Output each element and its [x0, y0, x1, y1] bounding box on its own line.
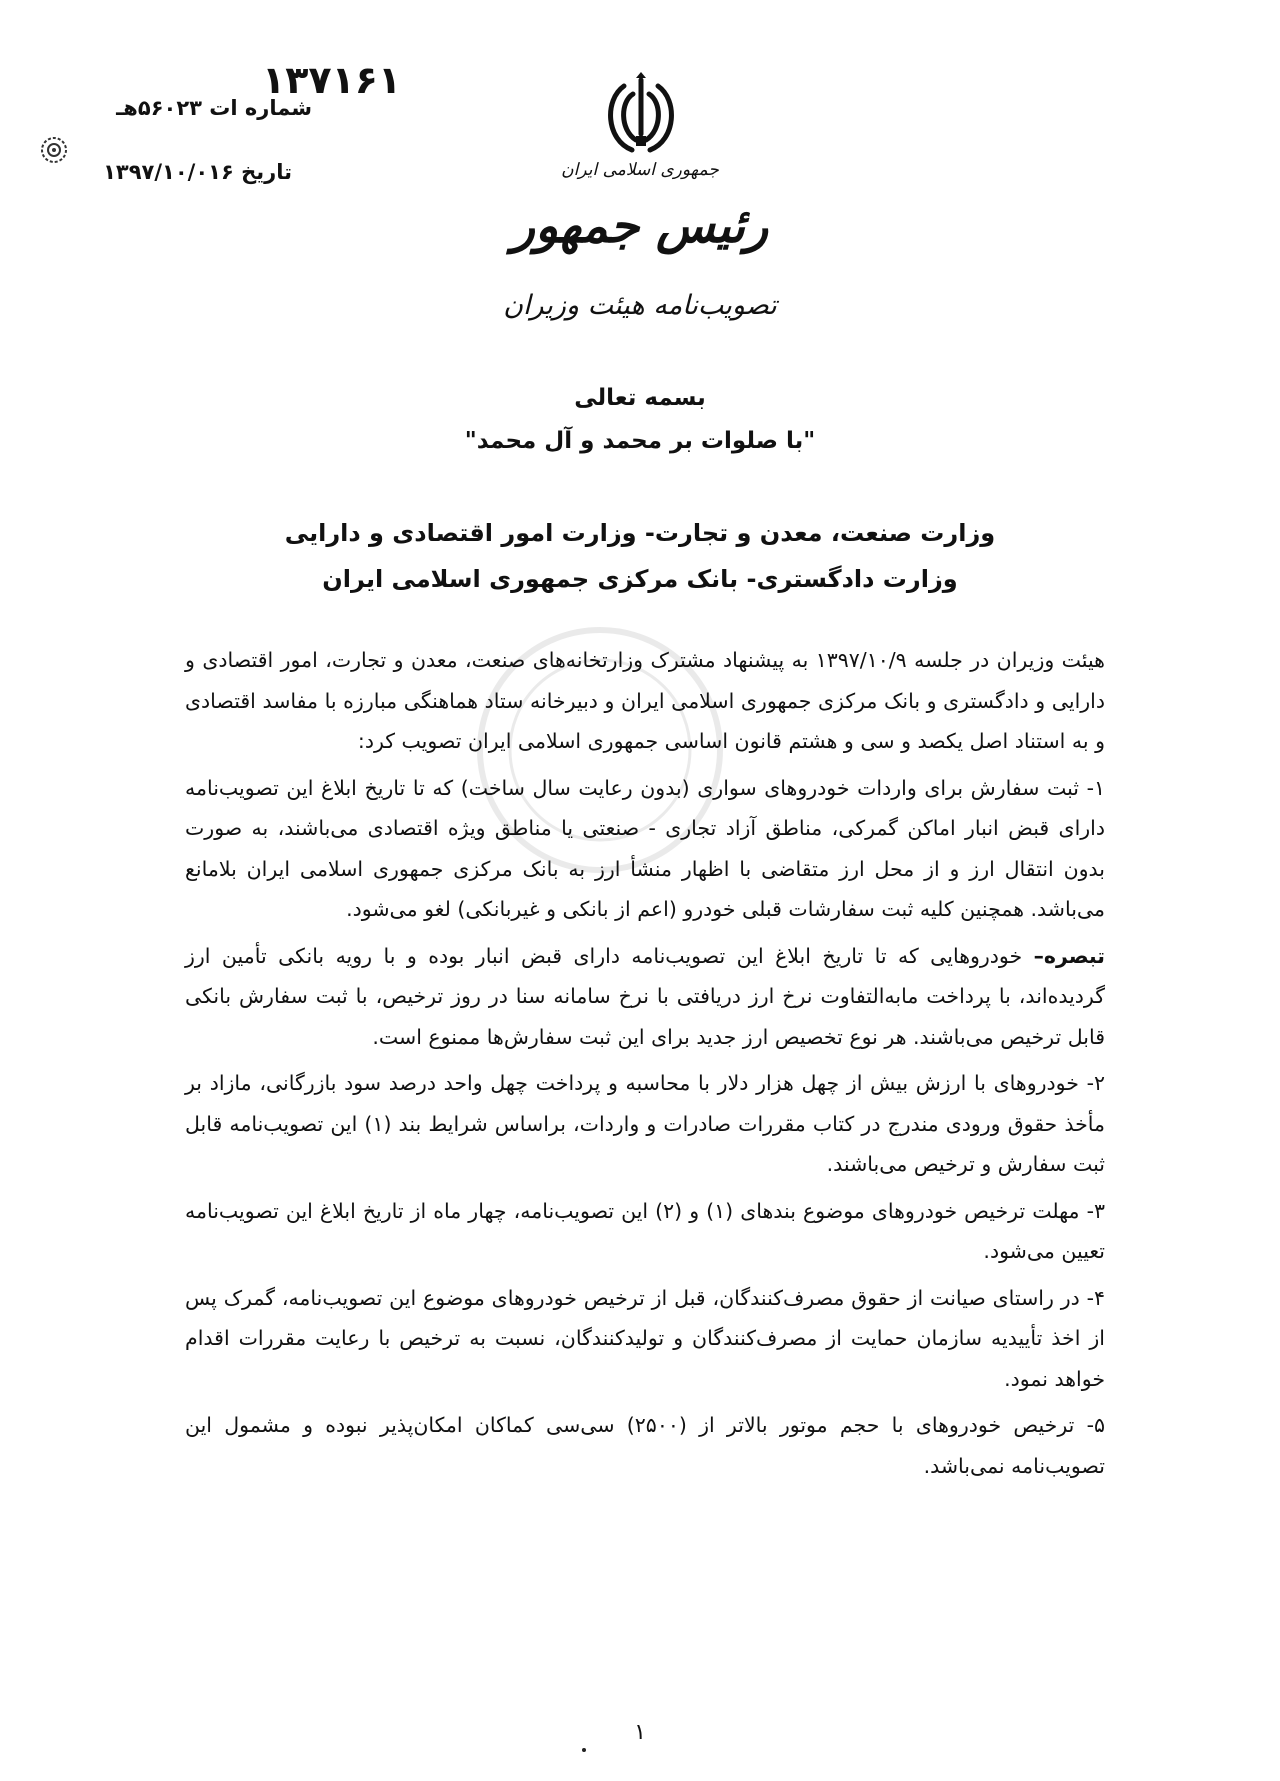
addressee-line: وزارت دادگستری- بانک مرکزی جمهوری اسلامی ایران — [322, 565, 958, 593]
registry-number: ۱۳۷۱۶۱ — [262, 58, 402, 102]
seal-icon — [40, 136, 68, 164]
clause-1: ۱- ثبت سفارش برای واردات خودروهای سواری (بدون رعایت سال ساخت) که تا تاریخ ابلاغ این تصویب‌نامه دارای قبض انبار اماکن گمرکی، مناطق آزاد تجاری - صنعتی یا مناطق ویژه اقتصادی می‌باشند، به صورت بدون انتقال ارز و از محل ارز متقاضی با اظهار منشأ ارز به بانک مرکزی جمهوری اسلامی ایران بلامانع می‌باشد. همچنین کلیه ثبت سفارشات قبلی خودرو (اعم از بانکی و غیربانکی) لغو می‌شود. — [185, 775, 1105, 921]
bismillah-heading: بسمه تعالی — [574, 385, 706, 411]
note-text: خودروهایی که تا تاریخ ابلاغ این تصویب‌نامه دارای قبض انبار بوده و با رویه بانکی تأمین ارز گردیده‌اند، با پرداخت مابه‌التفاوت نرخ ارز دریافتی با نرخ سامانه سنا در روز ترخیص، با ثبت سفارش بانکی قابل ترخیص می‌باشند. هر نوع تخصیص ارز جدید برای این ثبت سفارش‌ها ممنوع است. — [185, 943, 1105, 1049]
letterhead-president: رئیس جمهور — [511, 198, 769, 254]
note-label: تبصره– — [1033, 943, 1105, 968]
letter-number: شماره ات ۵۶۰۲۳هـ — [116, 96, 312, 120]
clause-3: ۳- مهلت ترخیص خودروهای موضوع بندهای (۱) و (۲) این تصویب‌نامه، چهار ماه از تاریخ ابلاغ این تصویب‌نامه تعیین می‌شود. — [185, 1198, 1105, 1263]
letterhead-cabinet-decree: تصویب‌نامه هیئت وزیران — [503, 290, 777, 321]
clause-4: ۴- در راستای صیانت از حقوق مصرف‌کنندگان، قبل از ترخیص خودروهای موضوع این تصویب‌نامه، گمرک پس از اخذ تأییدیه سازمان حمایت از مصرف‌کنندگان و تولیدکنندگان، نسبت به ترخیص با رعایت مقررات اقدام خواهد نمود. — [185, 1285, 1105, 1391]
page-number: ۱ — [634, 1720, 646, 1745]
intro-paragraph: هیئت وزیران در جلسه ۱۳۹۷/۱۰/۹ به پیشنهاد مشترک وزارتخانه‌های صنعت، معدن و تجارت، امور اقتصادی و دارایی و دادگستری و بانک مرکزی جمهوری اسلامی ایران و دبیرخانه ستاد هماهنگی مبارزه با مفاسد اقتصادی و به استناد اصل یکصد و سی و هشتم قانون اساسی جمهوری اسلامی ایران تصویب کرد: — [185, 648, 1105, 753]
decree-body — [185, 640, 1105, 1492]
footer-dot — [582, 1748, 586, 1752]
clause-2: ۲- خودروهای با ارزش بیش از چهل هزار دلار با محاسبه و پرداخت چهل واحد درصد سود بازرگانی، مازاد بر مأخذ حقوق ورودی مندرج در کتاب مقررات صادرات و واردات، براساس شرایط بند (۱) این تصویب‌نامه قابل ثبت سفارش و ترخیص می‌باشند. — [185, 1071, 1105, 1176]
salawat-heading: "با صلوات بر محمد و آل محمد" — [464, 428, 816, 454]
iran-emblem-icon — [600, 72, 682, 158]
letterhead-country: جمهوری اسلامی ایران — [561, 160, 719, 180]
note-paragraph — [185, 936, 1105, 1058]
letter-date: تاریخ ۱۳۹۷/۱۰/۰۱۶ — [103, 160, 292, 184]
clause-5: ۵- ترخیص خودروهای با حجم موتور بالاتر از (۲۵۰۰) سی‌سی کماکان امکان‌پذیر نبوده و مشمول این تصویب‌نامه نمی‌باشد. — [185, 1413, 1105, 1478]
addressees-block — [200, 510, 1080, 602]
addressee-line: وزارت صنعت، معدن و تجارت- وزارت امور اقتصادی و دارایی — [284, 519, 996, 547]
